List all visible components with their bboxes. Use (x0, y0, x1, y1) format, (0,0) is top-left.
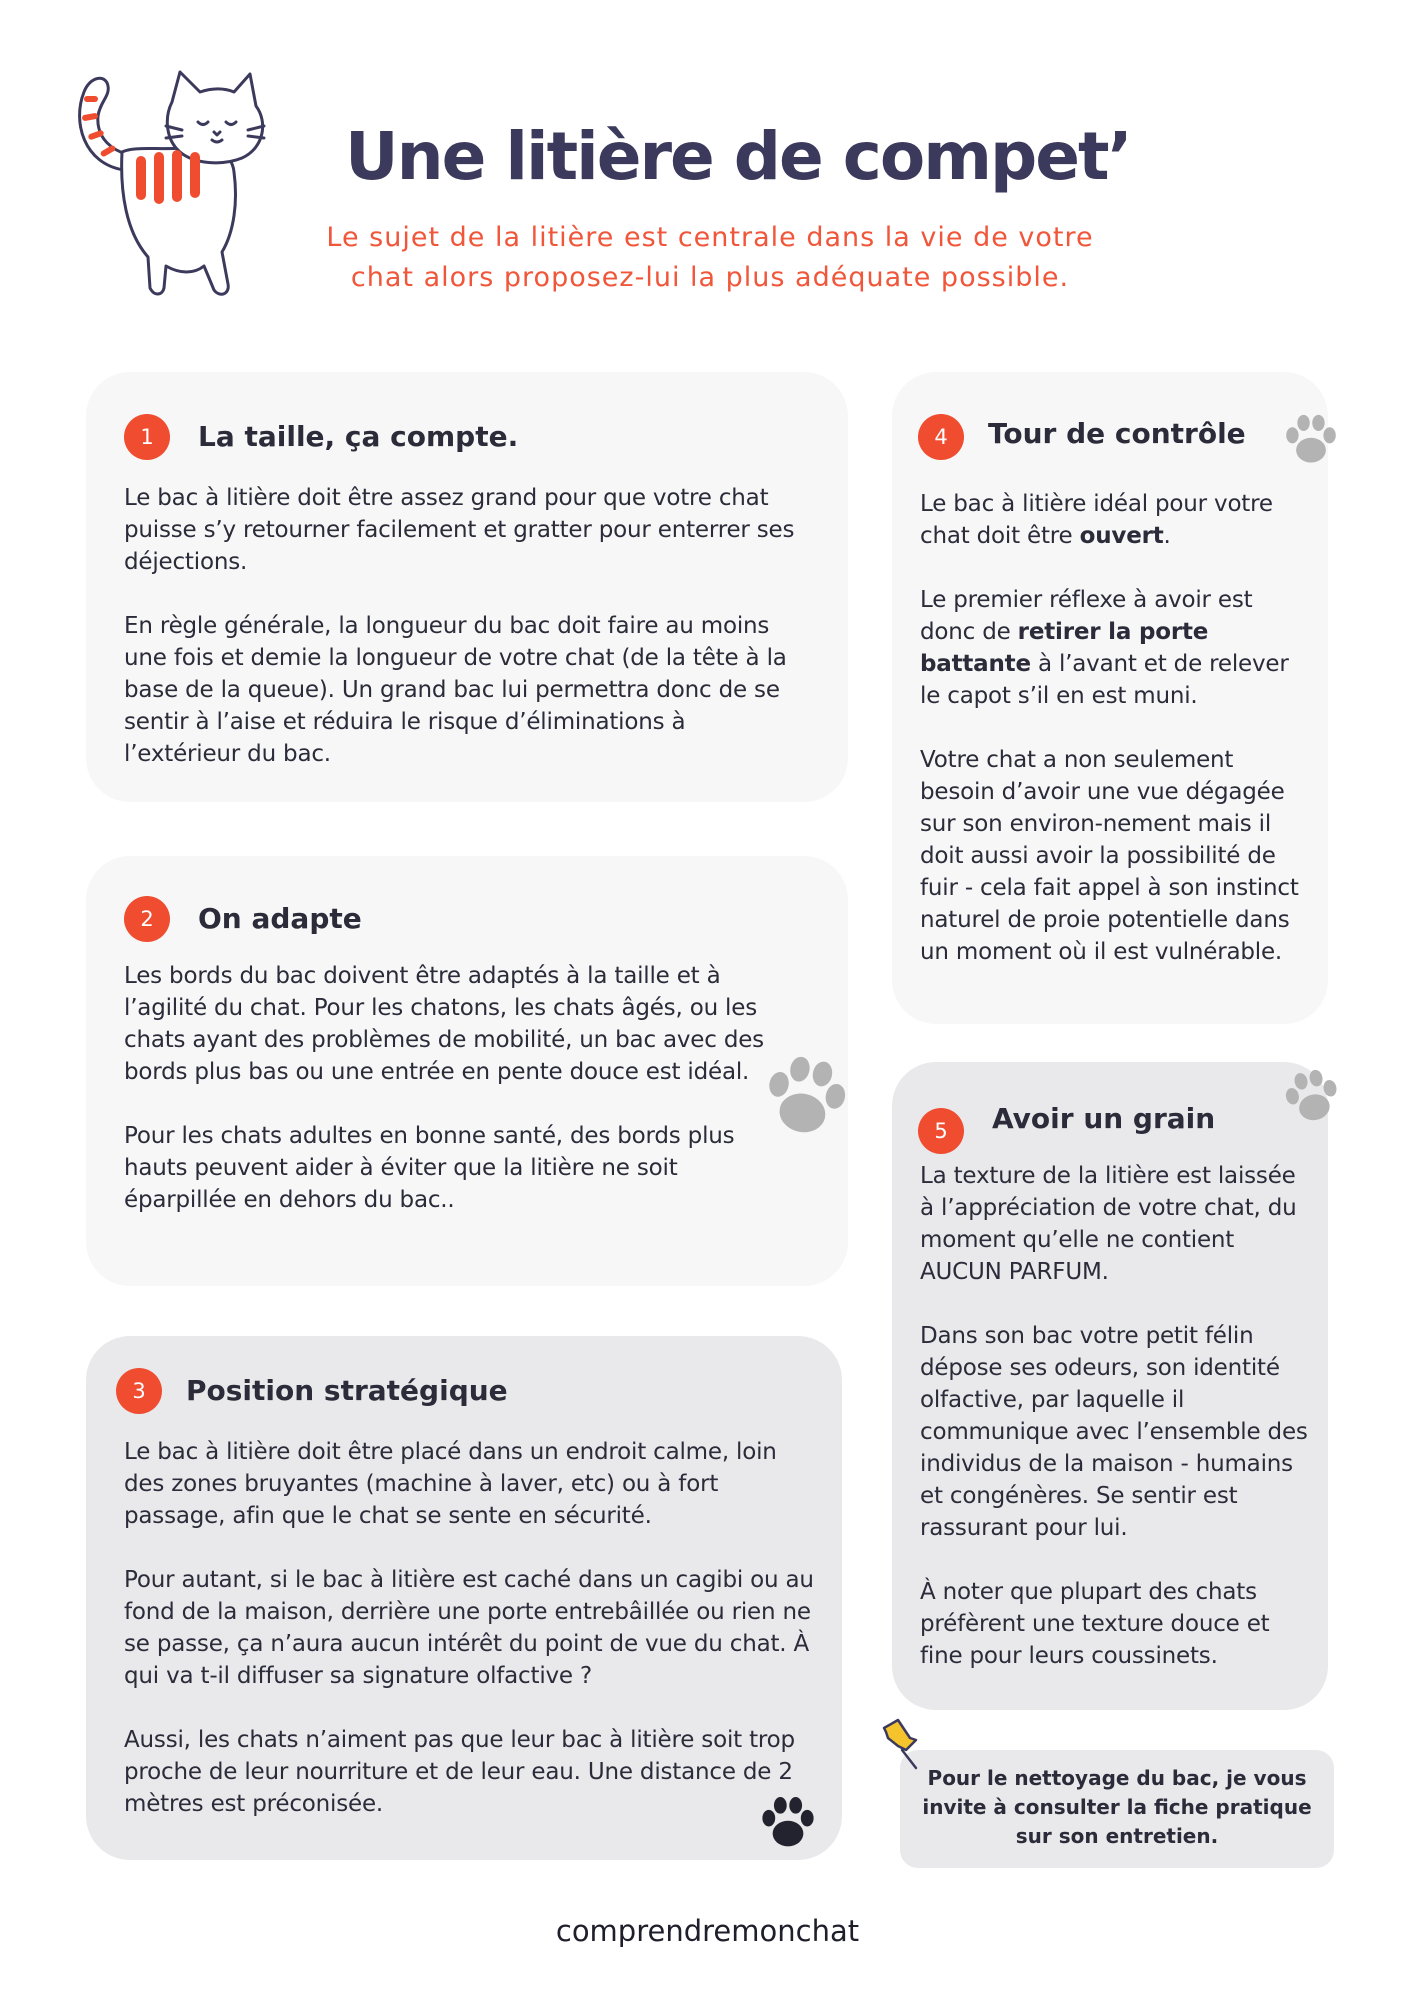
section-body (124, 482, 804, 770)
section-number-badge: 1 (124, 414, 170, 460)
section-body (920, 488, 1310, 968)
section-title: On adapte (198, 902, 362, 935)
emphasis-text: retirer la porte battante (920, 619, 1209, 677)
footer-brand: comprendremonchat (555, 1914, 860, 1948)
section-paragraph: Le bac à litière doit être assez grand pour que votre chat puisse s’y retourner facilement et gratter pour enterrer ses déjections. (124, 485, 795, 575)
section-number-badge: 4 (918, 414, 964, 460)
section-body (124, 1436, 814, 1820)
section-number-badge: 2 (124, 896, 170, 942)
subtitle-line-2: chat alors proposez-lui la plus adéquate possible. (350, 262, 1070, 293)
paw-icon (1280, 408, 1342, 470)
page-subtitle (290, 218, 1130, 298)
section-paragraph: À noter que plupart des chats préfèrent une texture douce et fine pour leurs coussinets. (920, 1579, 1270, 1669)
cat-illustration-icon (62, 52, 302, 302)
text-run: . (1163, 523, 1171, 549)
section-paragraph (920, 488, 1310, 552)
section-paragraph: Dans son bac votre petit félin dépose ses odeurs, son identité olfactive, par laquelle il communique avec l’ensemble des individus de la maison - humains et congénères. Se sentir est rassurant pour lui. (920, 1323, 1308, 1541)
section-title: Avoir un grain (992, 1102, 1216, 1135)
paw-icon (749, 1039, 863, 1153)
text-run: à l’avant et de relever le capot s’il en est muni. (920, 651, 1289, 709)
paw-icon (1274, 1058, 1350, 1134)
section-paragraph: Les bords du bac doivent être adaptés à la taille et à l’agilité du chat. Pour les chatons, les chats âgés, ou les chats ayant des problèmes de mobilité, un bac avec des bords plus bas ou une entrée en pente douce est idéal. (124, 963, 764, 1085)
section-paragraph: Aussi, les chats n’aiment pas que leur bac à litière soit trop proche de leur nourriture et de leur eau. Une distance de 2 mètres est préconisée. (124, 1727, 795, 1817)
section-card-4 (892, 372, 1328, 1024)
note-text: Pour le nettoyage du bac, je vous invite à consulter la fiche pratique sur son entretien. (922, 1766, 1312, 1848)
paw-icon (756, 1790, 820, 1854)
pushpin-icon (876, 1716, 932, 1776)
section-card-2 (86, 856, 848, 1286)
section-paragraph: La texture de la litière est laissée à l’appréciation de votre chat, du moment qu’elle ne contient AUCUN PARFUM. (920, 1163, 1297, 1285)
section-number-badge: 3 (116, 1368, 162, 1414)
section-number-badge: 5 (918, 1108, 964, 1154)
section-paragraph: Pour les chats adultes en bonne santé, des bords plus hauts peuvent aider à éviter que la litière ne soit éparpillée en dehors du bac.. (124, 1123, 735, 1213)
section-body (124, 960, 764, 1216)
section-title: Position stratégique (186, 1374, 508, 1407)
emphasis-text: ouvert (1079, 523, 1164, 549)
section-title: Tour de contrôle (988, 417, 1246, 450)
page-title: Une litière de compet’ (345, 118, 1131, 195)
section-card-1 (86, 372, 848, 802)
subtitle-line-1: Le sujet de la litière est centrale dans la vie de votre (326, 222, 1094, 253)
section-body (920, 1160, 1310, 1672)
section-paragraph: Votre chat a non seulement besoin d’avoir une vue dégagée sur son environ-nement mais il doit aussi avoir la possibilité de fuir - cela fait appel à son instinct naturel de proie potentielle dans un moment où il est vulnérable. (920, 747, 1299, 965)
section-card-3 (86, 1336, 842, 1860)
section-paragraph: En règle générale, la longueur du bac doit faire au moins une fois et demie la longueur de votre chat (de la tête à la base de la queue). Un grand bac lui permettra donc de se sentir à l’aise et réduira le risque d’éliminations à l’extérieur du bac. (124, 613, 787, 767)
text-run: Le premier réflexe à avoir est donc de (920, 587, 1253, 645)
section-card-5 (892, 1062, 1328, 1710)
section-paragraph: Le bac à litière doit être placé dans un endroit calme, loin des zones bruyantes (machine à laver, etc) ou à fort passage, afin que le chat se sente en sécurité. (124, 1439, 777, 1529)
text-run: Le bac à litière idéal pour votre chat doit être (920, 491, 1273, 549)
section-title: La taille, ça compte. (198, 420, 519, 453)
cleaning-note (900, 1750, 1334, 1868)
section-paragraph (920, 584, 1310, 712)
section-paragraph: Pour autant, si le bac à litière est caché dans un cagibi ou au fond de la maison, derrière une porte entrebâillée ou rien ne se passe, ça n’aura aucun intérêt du point de vue du chat. À qui va t-il diffuser sa signature olfactive ? (124, 1567, 814, 1689)
